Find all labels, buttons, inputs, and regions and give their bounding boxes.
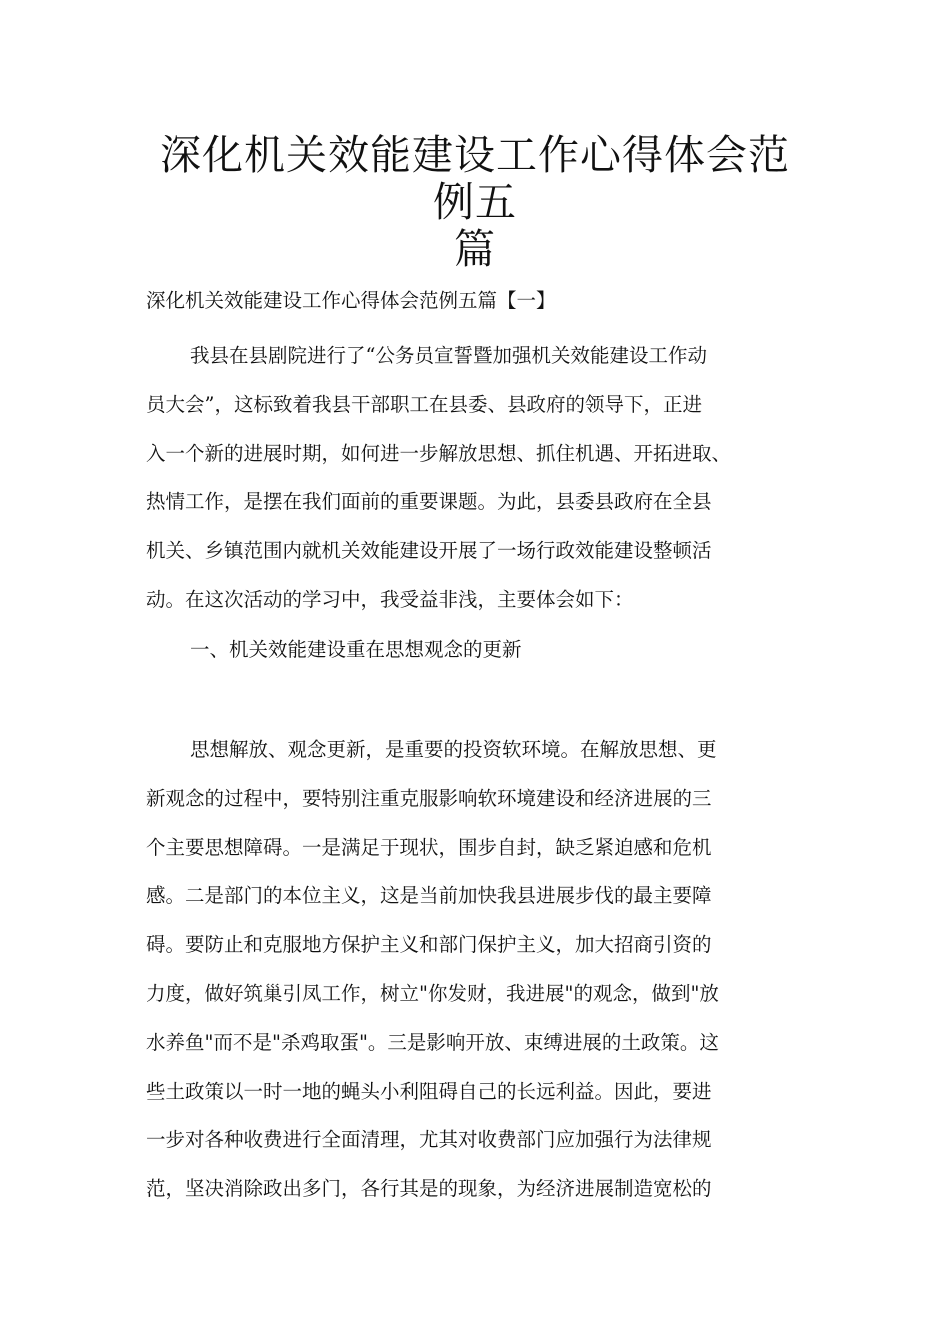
section-heading-1: [146, 626, 810, 675]
paragraph-line: 员大会”，这标致着我县干部职工在县委、县政府的领导下，正进: [146, 392, 702, 416]
paragraph-line: 机关、乡镇范围内就机关效能建设开展了一场行政效能建设整顿活: [146, 539, 712, 563]
paragraph-line: 动。在这次活动的学习中，我受益非浅，主要体会如下：: [146, 587, 634, 611]
section-subtitle: 深化机关效能建设工作心得体会范例五篇【一】: [146, 289, 556, 312]
title-line-1: 深化机关效能建设工作心得体会范例五: [160, 131, 790, 226]
heading-text: 一、机关效能建设重在思想观念的更新: [190, 638, 522, 661]
paragraph-line: 新观念的过程中，要特别注重克服影响软环境建设和经济进展的三: [146, 786, 712, 810]
title-line-2: 篇: [454, 225, 496, 273]
paragraph-line: 些土政策以一时一地的蝇头小利阻碍自己的长远利益。因此，要进: [146, 1079, 712, 1103]
paragraph-line: 水养鱼"而不是"杀鸡取蛋"。三是影响开放、束缚进展的土政策。这: [146, 1030, 719, 1054]
paragraph-line: 入一个新的进展时期，如何进一步解放思想、抓住机遇、开拓进取、: [146, 441, 732, 465]
paragraph-line: 个主要思想障碍。一是满足于现状，围步自封，缺乏紧迫感和危机: [146, 835, 712, 859]
paragraph-line: 思想解放、观念更新，是重要的投资软环境。在解放思想、更: [190, 738, 717, 761]
paragraph-line: 我县在县剧院进行了“公务员宣誓暨加强机关效能建设工作动: [190, 344, 707, 367]
document-title: [140, 132, 810, 273]
paragraph-line: 一步对各种收费进行全面清理，尤其对收费部门应加强行为法律规: [146, 1128, 712, 1152]
paragraph-line: 感。二是部门的本位主义，这是当前加快我县进展步伐的最主要障: [146, 884, 712, 908]
paragraph-line: 力度，做好筑巢引凤工作，树立"你发财，我进展"的观念，做到"放: [146, 981, 719, 1005]
paragraph-2: [146, 726, 810, 1214]
paragraph-1: [146, 332, 810, 625]
paragraph-line: 碍。要防止和克服地方保护主义和部门保护主义，加大招商引资的: [146, 933, 712, 957]
paragraph-line: 热情工作，是摆在我们面前的重要课题。为此，县委县政府在全县: [146, 490, 712, 514]
paragraph-line: 范，坚决消除政出多门，各行其是的现象，为经济进展制造宽松的: [146, 1177, 712, 1201]
